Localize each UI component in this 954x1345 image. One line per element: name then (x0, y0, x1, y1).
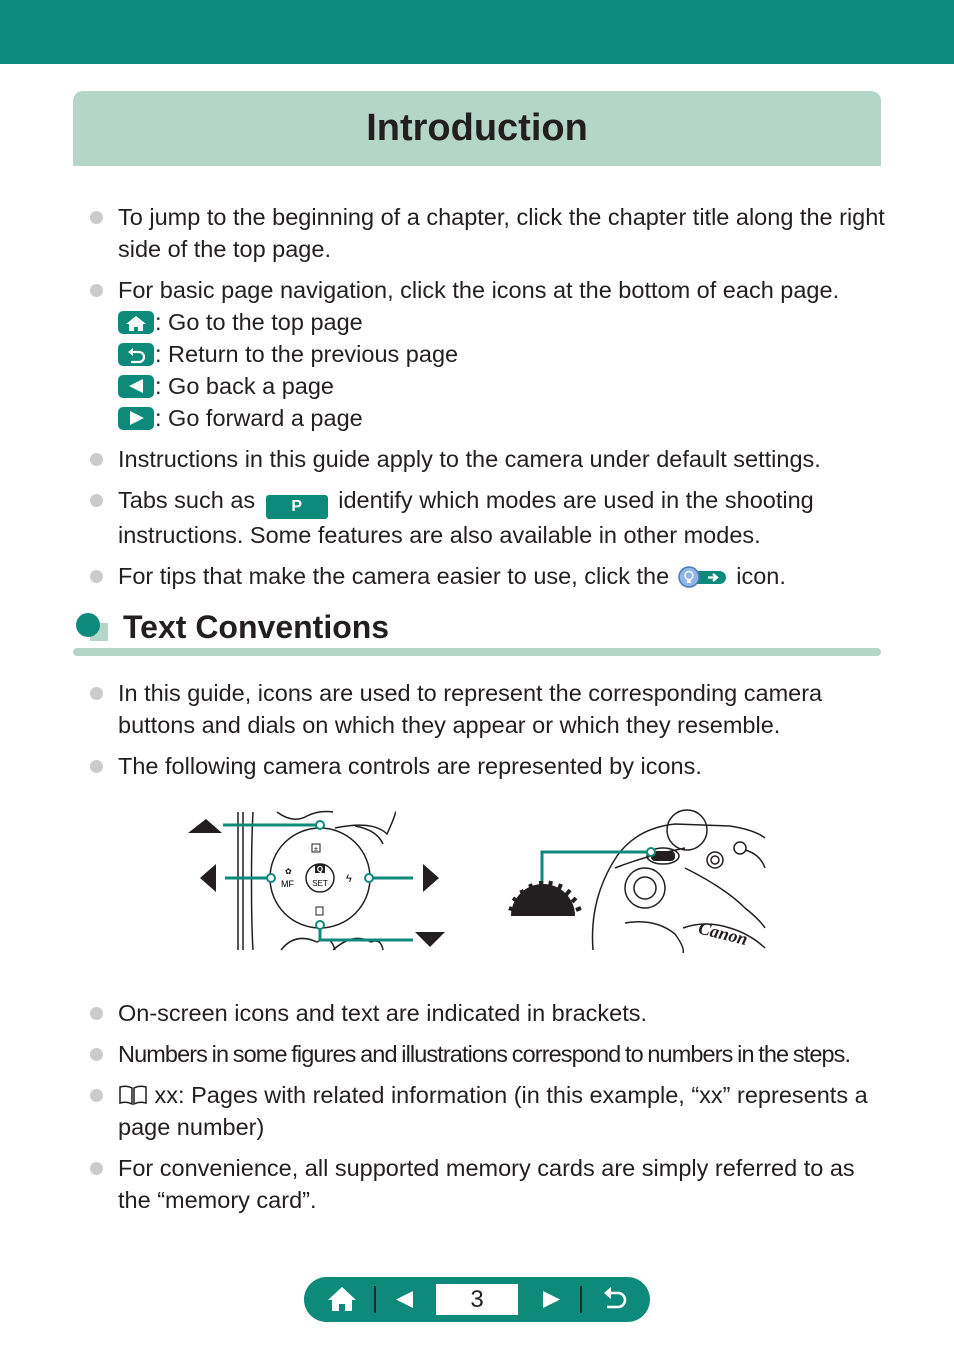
home-icon (118, 311, 154, 334)
camera-brand-label: Canon (696, 917, 750, 950)
return-icon (118, 343, 154, 366)
list-item: To jump to the beginning of a chapter, click the chapter title along the right side of the top page. (88, 201, 888, 265)
arrow-left-icon (386, 1277, 426, 1322)
list-item: Tabs such as P identify which modes are used in the shooting instructions. Some features are also available in other modes. (88, 484, 888, 551)
section-heading (73, 608, 881, 656)
svg-text:±: ± (314, 846, 318, 853)
conventions-list-1 (88, 677, 888, 791)
list-item: For convenience, all supported memory cards are simply referred to as the “memory card”. (88, 1152, 888, 1216)
bullet-icon (90, 760, 103, 773)
list-item: In this guide, icons are used to represent the corresponding camera buttons and dials on which they appear or which they resemble. (88, 677, 888, 741)
book-icon (118, 1084, 148, 1106)
home-icon (320, 1277, 364, 1322)
bullet-icon (90, 284, 103, 297)
title-banner (73, 91, 881, 166)
section-title: Text Conventions (123, 609, 390, 645)
home-button[interactable] (320, 1277, 364, 1322)
nav-legend-forward: : Go forward a page (118, 402, 888, 434)
section-underline (73, 648, 881, 656)
list-item: On-screen icons and text are indicated in brackets. (88, 997, 888, 1029)
section-circle-icon (76, 613, 100, 637)
arrow-right-icon (118, 407, 154, 430)
svg-text:✿: ✿ (285, 867, 292, 876)
arrow-right-icon (530, 1277, 570, 1322)
up-arrow-icon (188, 819, 222, 833)
list-item: The following camera controls are represented by icons. (88, 750, 888, 782)
dial-set-label: SET (312, 879, 328, 888)
bullet-icon (90, 1007, 103, 1020)
previous-page-button[interactable] (386, 1277, 426, 1322)
page-title: Introduction (366, 107, 588, 149)
camera-controls-figure (185, 808, 775, 953)
page-number: 3 (436, 1284, 518, 1315)
return-button[interactable] (592, 1277, 636, 1322)
tip-icon[interactable] (678, 564, 728, 586)
list-item: Numbers in some figures and illustrations correspond to numbers in the steps. (88, 1038, 888, 1070)
bullet-icon (90, 570, 103, 583)
down-arrow-icon (415, 932, 445, 947)
dial-q-label: Q (316, 865, 324, 874)
dial-mf-label: MF (281, 879, 294, 889)
intro-list (88, 201, 888, 601)
svg-text:ϟ: ϟ (346, 873, 352, 885)
return-icon (592, 1277, 636, 1322)
top-band (0, 0, 954, 64)
next-page-button[interactable] (530, 1277, 570, 1322)
bullet-icon (90, 1048, 103, 1061)
list-item: For basic page navigation, click the icons at the bottom of each page. : Go to the top page : Return to the previous page : Go back a page : Go forward a page (88, 274, 888, 434)
bullet-icon (90, 494, 103, 507)
nav-legend-top: : Go to the top page (118, 306, 888, 338)
arrow-left-icon (118, 375, 154, 398)
conventions-list-2 (88, 997, 888, 1225)
footer-navigation (304, 1277, 650, 1322)
list-item: Instructions in this guide apply to the camera under default settings. (88, 443, 888, 475)
left-arrow-icon (200, 864, 216, 892)
right-arrow-icon (423, 864, 439, 892)
nav-legend-return: : Return to the previous page (118, 338, 888, 370)
main-dial-icon (509, 881, 581, 916)
bullet-icon (90, 687, 103, 700)
bullet-icon (90, 1162, 103, 1175)
nav-legend-back: : Go back a page (118, 370, 888, 402)
bullet-icon (90, 453, 103, 466)
list-item: xx: Pages with related information (in this example, “xx” represents a page number) (88, 1079, 888, 1143)
mode-tab-icon: P (266, 495, 328, 519)
bullet-icon (90, 1089, 103, 1102)
list-item: For tips that make the camera easier to use, click the icon. (88, 560, 888, 592)
bullet-icon (90, 211, 103, 224)
